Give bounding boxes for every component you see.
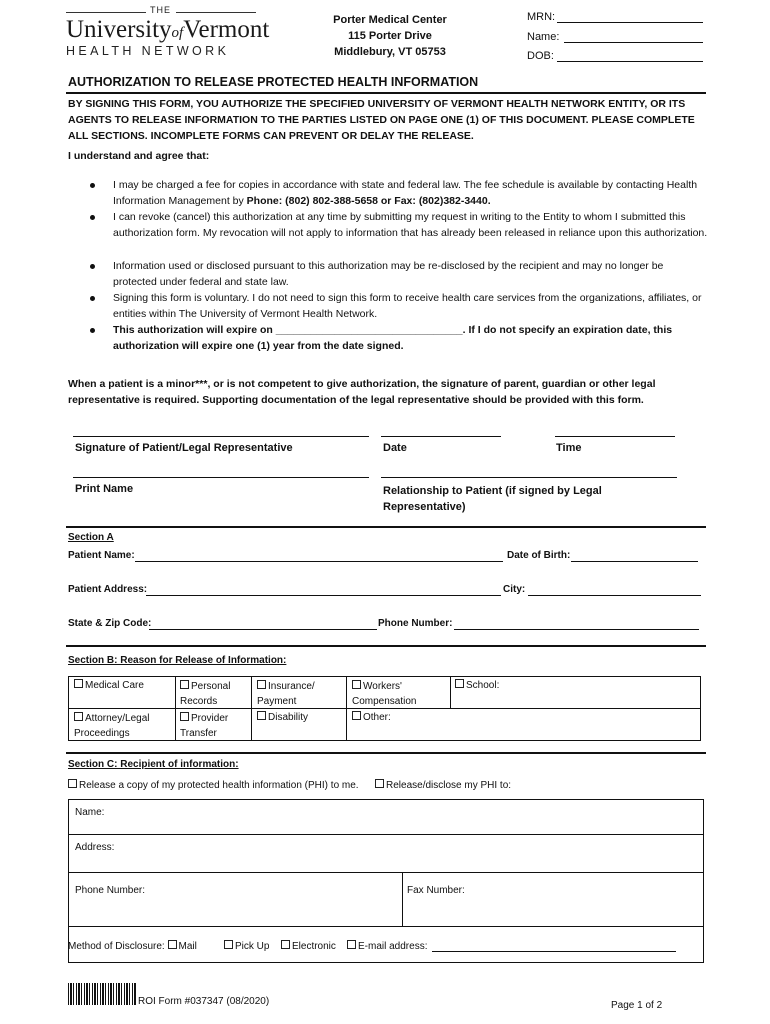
bullet-dot: [90, 215, 95, 220]
state-zip-field[interactable]: [149, 629, 377, 630]
bullet-fee: I may be charged a fee for copies in accordance with state and federal law. The fee schedule is available by contacting Health Information Management by Phone: (802) 802-388-5658 or Fax: (802)382-3440.: [113, 179, 698, 207]
time-field[interactable]: [555, 436, 675, 437]
dob-label: DOB:: [527, 50, 554, 62]
checkbox[interactable]: [375, 779, 384, 788]
method-mail[interactable]: Mail: [168, 941, 197, 952]
checkbox[interactable]: [180, 712, 189, 721]
city-label: City:: [503, 584, 526, 595]
logo-university: University: [66, 16, 172, 43]
bullet-dot: [90, 296, 95, 301]
email-address-field[interactable]: [432, 951, 676, 952]
recipient-box: [68, 799, 704, 963]
reason-workers-comp[interactable]: Workers' Compensation: [352, 681, 417, 707]
form-id: ROI Form #037347 (08/2020): [138, 996, 270, 1007]
bullet-redisclose: Information used or disclosed pursuant to this authorization may be re-disclosed by the recipient and may no longer be protected under federal and state law.: [113, 260, 664, 288]
bullet-revoke: I can revoke (cancel) this authorization at any time by submitting my request in writing to the Entity to whom I submitted this authorization form. My revocation will not apply to information that has already been released in reliance upon this authorization.: [113, 211, 708, 239]
checkbox[interactable]: [74, 679, 83, 688]
recipient-name-field[interactable]: Name:: [75, 807, 105, 818]
logo-of: of: [171, 25, 184, 41]
section-c-title: Section C: Recipient of information:: [68, 759, 239, 770]
print-name-label: Print Name: [75, 483, 134, 495]
patient-address-field[interactable]: [146, 595, 501, 596]
method-label: Method of Disclosure:: [68, 941, 165, 952]
minor-note: When a patient is a minor***, or is not competent to give authorization, the signature of parent, guardian or other legal representative is required. Supporting documentation of the legal representative should be provided with this form.: [68, 378, 656, 406]
checkbox[interactable]: [352, 711, 361, 720]
patient-name-field[interactable]: [135, 561, 503, 562]
date-of-birth-label: Date of Birth:: [507, 550, 571, 561]
mrn-field[interactable]: [557, 22, 703, 23]
logo-vermont: Vermont: [183, 16, 270, 43]
city-field[interactable]: [528, 595, 701, 596]
page-number: Page 1 of 2: [611, 1000, 663, 1011]
checkbox[interactable]: [257, 711, 266, 720]
reason-attorney[interactable]: Attorney/Legal Proceedings: [74, 713, 150, 739]
reason-medical-care[interactable]: Medical Care: [74, 679, 144, 691]
name-label: Name:: [527, 31, 560, 43]
signature-label: Signature of Patient/Legal Representative: [75, 442, 293, 454]
bullet-voluntary: Signing this form is voluntary. I do not need to sign this form to receive health care services from the organizations, affiliates, or entities within The University of Vermont Health Network.: [113, 292, 702, 320]
time-label: Time: [556, 442, 582, 454]
bullet-expire: This authorization will expire on ________________________________. If I do not specify an expiration date, this authorization will expire one (1) year from the date signed.: [113, 324, 673, 352]
checkbox[interactable]: [68, 779, 77, 788]
barcode: [68, 983, 136, 1005]
phone-number-field[interactable]: [454, 629, 699, 630]
date-field[interactable]: [381, 436, 501, 437]
print-name-field[interactable]: [73, 477, 369, 478]
signature-field[interactable]: [73, 436, 369, 437]
understand-heading: I understand and agree that:: [68, 150, 210, 162]
reason-school[interactable]: School:: [455, 679, 499, 691]
bullet-dot: [90, 328, 95, 333]
phone-number-label: Phone Number:: [378, 618, 453, 629]
release-copy-option[interactable]: Release a copy of my protected health information (PHI) to me.: [68, 779, 359, 791]
checkbox[interactable]: [347, 940, 356, 949]
checkbox[interactable]: [455, 679, 464, 688]
checkbox[interactable]: [257, 680, 266, 689]
mrn-label: MRN:: [527, 11, 556, 23]
form-title: AUTHORIZATION TO RELEASE PROTECTED HEALTH INFORMATION: [68, 75, 479, 89]
logo-network: HEALTH NETWORK: [66, 44, 230, 58]
method-pickup[interactable]: Pick Up: [224, 940, 269, 952]
reason-disability[interactable]: Disability: [257, 711, 308, 723]
relationship-label: Relationship to Patient (if signed by Legal Representative): [383, 485, 602, 513]
date-of-birth-field[interactable]: [571, 561, 698, 562]
section-a-title: Section A: [68, 532, 114, 543]
reason-personal-records[interactable]: Personal Records: [180, 681, 231, 707]
patient-name-label: Patient Name:: [68, 550, 135, 561]
facility-city: Middlebury, VT 05753: [334, 46, 446, 58]
intro-text: BY SIGNING THIS FORM, YOU AUTHORIZE THE SPECIFIED UNIVERSITY OF VERMONT HEALTH NETWORK ENTITY, OR ITS AGENTS TO RELEASE INFORMATION TO THE PARTIES LISTED ON PAGE ONE (1) OF THIS DOCUMENT. PLEASE COMPLETE ALL SECTIONS. INCOMPLETE FORMS CAN PREVENT OR DELAY THE RELEASE.: [68, 98, 695, 142]
recipient-fax-field[interactable]: Fax Number:: [407, 885, 465, 896]
checkbox[interactable]: [180, 680, 189, 689]
facility-street: 115 Porter Drive: [348, 30, 432, 42]
checkbox[interactable]: [281, 940, 290, 949]
bullet-dot: [90, 183, 95, 188]
relationship-field[interactable]: [381, 477, 677, 478]
dob-field[interactable]: [557, 61, 703, 62]
release-disclose-option[interactable]: Release/disclose my PHI to:: [375, 779, 511, 791]
method-email[interactable]: E-mail address:: [347, 940, 427, 952]
method-electronic[interactable]: Electronic: [281, 940, 336, 952]
reason-insurance-payment[interactable]: Insurance/ Payment: [257, 681, 315, 707]
logo: [66, 5, 270, 58]
checkbox[interactable]: [224, 940, 233, 949]
bullet-dot: [90, 264, 95, 269]
logo-the: THE: [150, 5, 171, 15]
reason-other[interactable]: Other:: [352, 711, 391, 723]
facility-name: Porter Medical Center: [333, 14, 447, 26]
checkbox[interactable]: [352, 680, 361, 689]
recipient-address-field[interactable]: Address:: [75, 842, 115, 853]
recipient-phone-field[interactable]: Phone Number:: [75, 885, 146, 896]
name-field[interactable]: [564, 42, 703, 43]
reason-provider-transfer[interactable]: Provider Transfer: [180, 713, 229, 739]
patient-address-label: Patient Address:: [68, 584, 148, 595]
state-zip-label: State & Zip Code:: [68, 618, 152, 629]
date-label: Date: [383, 442, 407, 454]
section-b-title: Section B: Reason for Release of Information:: [68, 655, 287, 666]
checkbox[interactable]: [74, 712, 83, 721]
checkbox[interactable]: [168, 940, 177, 949]
